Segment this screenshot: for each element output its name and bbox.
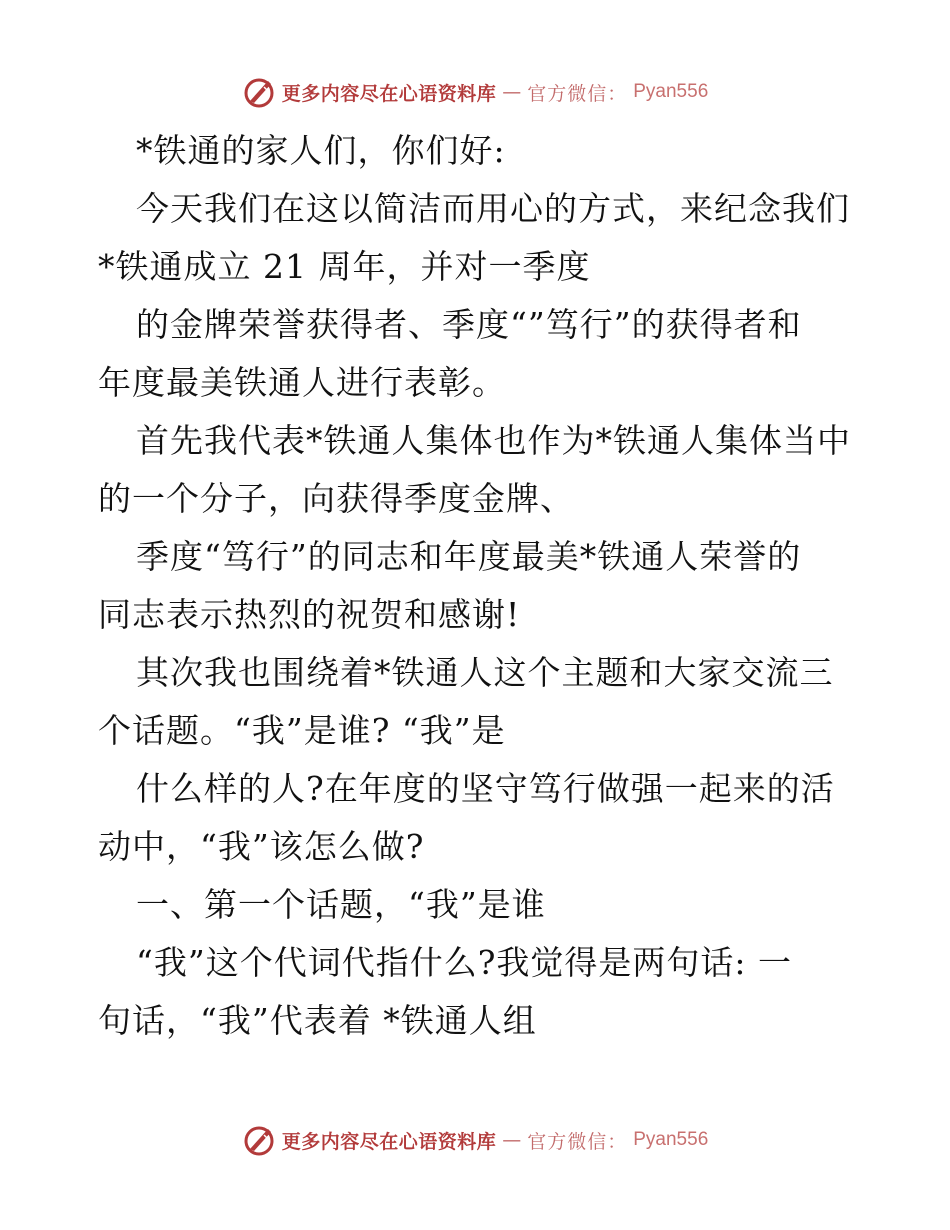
watermark-wechat-id: Pyan556 bbox=[633, 81, 709, 102]
quill-logo-icon bbox=[242, 1123, 276, 1157]
quill-logo-icon bbox=[242, 75, 276, 109]
watermark-text: 更多内容尽在心语资料库 bbox=[281, 82, 497, 105]
watermark-dash: — bbox=[502, 81, 522, 103]
document-body bbox=[98, 122, 858, 1050]
text-line: 首先我代表*铁通人集体也作为*铁通人集体当中 bbox=[136, 421, 851, 460]
text-line: 其次我也围绕着*铁通人这个主题和大家交流三 bbox=[136, 653, 834, 692]
watermark-wechat-id: Pyan556 bbox=[633, 1129, 709, 1150]
text-line: 年度最美铁通人进行表彰。 bbox=[98, 363, 506, 402]
watermark-dash: — bbox=[502, 1129, 522, 1151]
text-line: 什么样的人?在年度的坚守笃行做强一起来的活 bbox=[136, 769, 835, 808]
text-line: 季度“笃行”的同志和年度最美*铁通人荣誉的 bbox=[136, 537, 802, 576]
text-line: *铁通的家人们，你们好: bbox=[136, 131, 506, 170]
text-line: 句话，“我”代表着 *铁通人组 bbox=[98, 1001, 537, 1040]
footer-watermark bbox=[0, 1120, 950, 1160]
text-line: *铁通成立 21 周年，并对一季度 bbox=[98, 247, 591, 286]
text-line: 同志表示热烈的祝贺和感谢! bbox=[98, 595, 521, 634]
header-watermark bbox=[0, 72, 950, 112]
text-line: 动中，“我”该怎么做? bbox=[98, 827, 425, 866]
watermark-text: 更多内容尽在心语资料库 bbox=[281, 1130, 497, 1153]
text-line: 个话题。“我”是谁? “我”是 bbox=[98, 711, 506, 750]
text-line: 今天我们在这以简洁而用心的方式，来纪念我们 bbox=[136, 189, 850, 228]
watermark-official-label: 官方微信： bbox=[527, 1130, 628, 1153]
text-line: “我”这个代词代指什么?我觉得是两句话: 一 bbox=[136, 943, 793, 982]
text-line: 一、第一个话题，“我”是谁 bbox=[136, 885, 546, 924]
watermark-official-label: 官方微信： bbox=[527, 82, 628, 105]
text-line: 的一个分子，向获得季度金牌、 bbox=[98, 479, 574, 518]
text-line: 的金牌荣誉获得者、季度“”笃行”的获得者和 bbox=[136, 305, 802, 344]
